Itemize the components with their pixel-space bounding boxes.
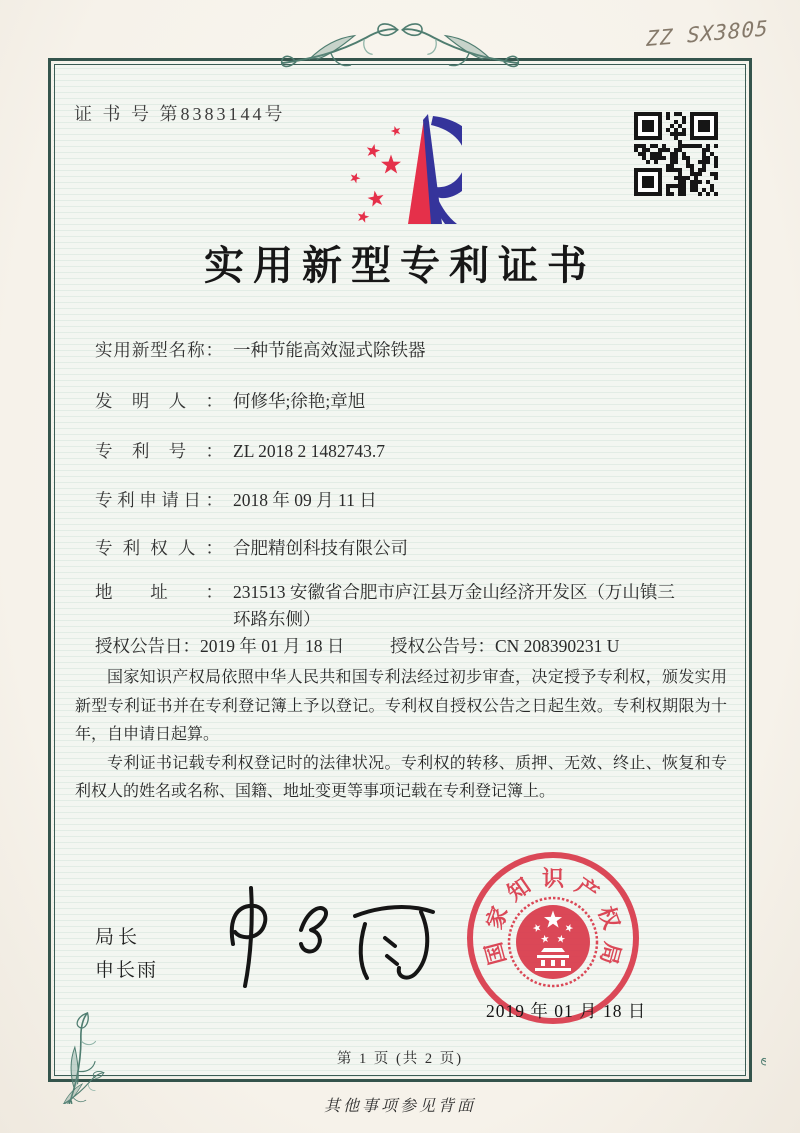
field-value: 2018 年 09 月 11 日 xyxy=(233,490,377,510)
legal-paragraph-2: 专利证书记载专利权登记时的法律状况。专利权的转移、质押、无效、终止、恢复和专利权人的姓名或名称、国籍、地址变更等事项记载在专利登记簿上。 xyxy=(75,754,727,800)
handwritten-signature xyxy=(205,882,445,1002)
field-label: 授权公告日： xyxy=(95,636,200,656)
field-grant-date xyxy=(95,633,344,658)
field-label: 专利申请日： xyxy=(95,490,223,510)
svg-text:局: 局 xyxy=(595,939,626,968)
svg-text:权: 权 xyxy=(593,903,625,933)
svg-text:产: 产 xyxy=(570,872,604,906)
legal-text-block xyxy=(75,664,727,807)
field-inventors xyxy=(95,388,365,413)
field-label: 实用新型名称： xyxy=(95,340,223,360)
qr-code xyxy=(634,112,718,196)
handwritten-annotation: ZZ SX3805 xyxy=(646,16,769,52)
svg-text:国: 国 xyxy=(480,939,511,968)
svg-text:知: 知 xyxy=(502,872,536,906)
field-value: CN 208390231 U xyxy=(495,636,620,656)
field-patentee xyxy=(95,535,408,560)
commissioner-name: 申长雨 xyxy=(95,960,159,981)
field-grant-number xyxy=(390,633,619,658)
svg-text:家: 家 xyxy=(481,903,513,933)
field-label: 授权公告号： xyxy=(390,636,495,656)
field-patent-number xyxy=(95,438,385,463)
cnipa-logo xyxy=(336,104,462,230)
seal-emblem-icon xyxy=(509,898,597,986)
field-value: 2019 年 01 月 18 日 xyxy=(200,636,345,656)
field-label: 专利号： xyxy=(95,441,223,461)
logo-stars-icon xyxy=(348,125,402,224)
seal-date: 2019 年 01 月 18 日 xyxy=(486,1001,647,1021)
field-address xyxy=(95,579,681,633)
field-utility-model-name xyxy=(95,337,426,362)
field-label: 专利权人： xyxy=(95,538,223,558)
page-number: 第 1 页 (共 2 页) xyxy=(336,1051,464,1067)
field-value: 合肥精创科技有限公司 xyxy=(233,538,408,558)
field-label: 发明人： xyxy=(95,391,223,411)
legal-paragraph-1: 国家知识产权局依照中华人民共和国专利法经过初步审查，决定授予专利权，颁发实用新型专利证书并在专利登记簿上予以登记。专利权自授权公告之日起生效。专利权期限为十年，自申请日起算。 xyxy=(75,669,727,743)
field-value: ZL 2018 2 1482743.7 xyxy=(233,441,385,461)
field-value: 何修华;徐艳;章旭 xyxy=(233,391,366,411)
field-value: 一种节能高效湿式除铁器 xyxy=(233,340,426,360)
see-back-note: 其他事项参见背面 xyxy=(323,1098,476,1115)
commissioner-title: 局长 xyxy=(95,927,142,948)
field-filing-date xyxy=(95,487,377,512)
svg-text:识: 识 xyxy=(541,866,565,891)
field-value: 231513 安徽省合肥市庐江县万金山经济开发区（万山镇三环路东侧） xyxy=(233,582,675,629)
certificate-title: 实用新型专利证书 xyxy=(204,243,596,288)
field-label: 地址： xyxy=(95,582,223,602)
certificate-number: 证 书 号 第8383144号 xyxy=(74,104,286,124)
